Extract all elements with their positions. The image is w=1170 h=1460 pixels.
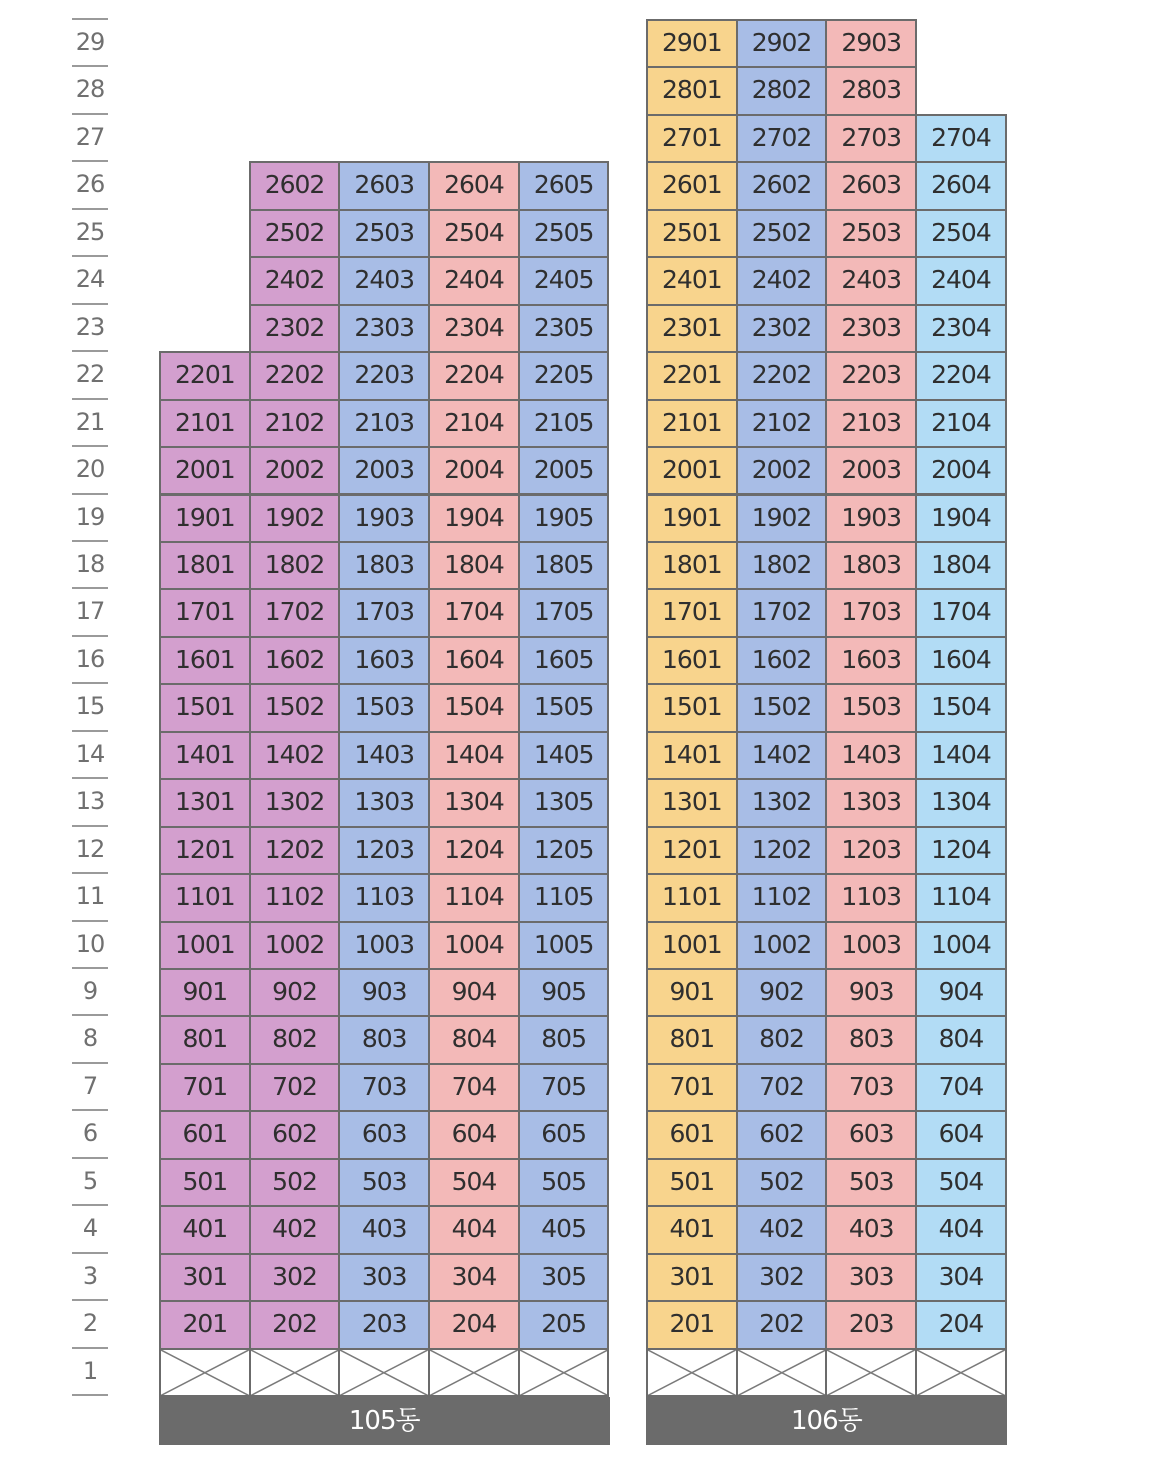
unit-cell: 1904 — [915, 494, 1007, 543]
unit-cell: 1001 — [646, 921, 738, 970]
unit-cell: 904 — [915, 968, 1007, 1017]
pilotis-cell — [646, 1348, 738, 1397]
floor-label: 10 — [75, 929, 105, 958]
unit-cell: 504 — [915, 1158, 1007, 1207]
pilotis-cell — [825, 1348, 917, 1397]
floor-label: 17 — [75, 597, 105, 626]
unit-cell: 1702 — [249, 588, 341, 637]
unit-cell: 2105 — [518, 399, 610, 448]
unit-cell: 2504 — [915, 209, 1007, 258]
unit-cell: 2803 — [825, 66, 917, 115]
unit-cell: 1304 — [915, 778, 1007, 827]
unit-cell: 2801 — [646, 66, 738, 115]
unit-cell: 1904 — [428, 494, 520, 543]
unit-cell: 1803 — [825, 541, 917, 590]
unit-cell: 401 — [159, 1205, 251, 1254]
unit-cell: 1505 — [518, 683, 610, 732]
unit-cell: 1005 — [518, 921, 610, 970]
unit-cell: 405 — [518, 1205, 610, 1254]
unit-cell: 605 — [518, 1110, 610, 1159]
unit-cell: 2601 — [646, 161, 738, 210]
unit-cell: 202 — [249, 1300, 341, 1349]
unit-cell: 703 — [338, 1063, 430, 1112]
unit-cell: 1705 — [518, 588, 610, 637]
unit-cell: 304 — [915, 1253, 1007, 1302]
unit-cell: 2202 — [249, 351, 341, 400]
unit-cell: 1202 — [249, 826, 341, 875]
floor-label: 22 — [75, 360, 105, 389]
unit-cell: 2703 — [825, 114, 917, 163]
unit-cell: 1803 — [338, 541, 430, 590]
unit-cell: 2901 — [646, 19, 738, 68]
unit-cell: 504 — [428, 1158, 520, 1207]
unit-cell: 204 — [915, 1300, 1007, 1349]
unit-cell: 1604 — [915, 636, 1007, 685]
unit-cell: 2902 — [736, 19, 828, 68]
floor-label: 29 — [75, 28, 105, 56]
unit-cell: 2704 — [915, 114, 1007, 163]
unit-cell: 705 — [518, 1063, 610, 1112]
floor-label: 28 — [75, 75, 105, 104]
unit-cell: 2604 — [915, 161, 1007, 210]
unit-cell: 2305 — [518, 304, 610, 353]
unit-cell: 1801 — [646, 541, 738, 590]
unit-cell: 1101 — [646, 873, 738, 922]
unit-cell: 603 — [825, 1110, 917, 1159]
floor-label: 25 — [75, 217, 105, 246]
unit-cell: 1503 — [825, 683, 917, 732]
unit-cell: 2802 — [736, 66, 828, 115]
unit-cell: 1404 — [428, 731, 520, 780]
unit-cell: 902 — [249, 968, 341, 1017]
unit-cell: 1401 — [159, 731, 251, 780]
unit-cell: 603 — [338, 1110, 430, 1159]
floor-label: 18 — [75, 549, 105, 578]
unit-cell: 2404 — [915, 256, 1007, 305]
floor-label: 2 — [82, 1309, 98, 1338]
unit-cell: 1301 — [646, 778, 738, 827]
unit-cell: 2303 — [338, 304, 430, 353]
unit-cell: 1405 — [518, 731, 610, 780]
floor-label: 26 — [75, 170, 105, 199]
unit-cell: 2701 — [646, 114, 738, 163]
unit-cell: 302 — [249, 1253, 341, 1302]
unit-cell: 201 — [646, 1300, 738, 1349]
pilotis-cell — [159, 1348, 251, 1397]
unit-cell: 1902 — [249, 494, 341, 543]
unit-cell: 303 — [338, 1253, 430, 1302]
unit-cell: 903 — [338, 968, 430, 1017]
unit-cell: 1304 — [428, 778, 520, 827]
unit-cell: 2404 — [428, 256, 520, 305]
unit-cell: 1403 — [825, 731, 917, 780]
unit-cell: 604 — [915, 1110, 1007, 1159]
unit-cell: 1704 — [428, 588, 520, 637]
unit-cell: 1302 — [249, 778, 341, 827]
unit-cell: 1901 — [159, 494, 251, 543]
unit-cell: 2302 — [736, 304, 828, 353]
cross-mark-icon — [738, 1350, 826, 1395]
unit-cell: 1303 — [825, 778, 917, 827]
unit-cell: 901 — [159, 968, 251, 1017]
unit-cell: 404 — [428, 1205, 520, 1254]
unit-cell: 1402 — [736, 731, 828, 780]
unit-cell: 2304 — [428, 304, 520, 353]
unit-cell: 801 — [159, 1015, 251, 1064]
unit-cell: 1802 — [736, 541, 828, 590]
unit-cell: 1602 — [249, 636, 341, 685]
unit-cell: 2103 — [825, 399, 917, 448]
unit-cell: 404 — [915, 1205, 1007, 1254]
unit-cell: 501 — [646, 1158, 738, 1207]
floor-label: 15 — [75, 692, 105, 721]
unit-cell: 1302 — [736, 778, 828, 827]
floor-label: 21 — [75, 407, 105, 436]
unit-cell: 2201 — [159, 351, 251, 400]
unit-cell: 2003 — [338, 446, 430, 495]
unit-cell: 2304 — [915, 304, 1007, 353]
pilotis-cell — [736, 1348, 828, 1397]
unit-cell: 1103 — [338, 873, 430, 922]
floor-label: 8 — [82, 1024, 98, 1053]
unit-cell: 2302 — [249, 304, 341, 353]
unit-cell: 1104 — [915, 873, 1007, 922]
floor-label: 4 — [82, 1214, 98, 1243]
unit-cell: 1502 — [249, 683, 341, 732]
floor-label: 3 — [82, 1261, 98, 1290]
unit-cell: 1004 — [428, 921, 520, 970]
pilotis-cell — [915, 1348, 1007, 1397]
unit-cell: 505 — [518, 1158, 610, 1207]
building-name-label: 105동 — [159, 1397, 610, 1445]
unit-cell: 902 — [736, 968, 828, 1017]
unit-cell: 2303 — [825, 304, 917, 353]
unit-cell: 2005 — [518, 446, 610, 495]
unit-cell: 2204 — [915, 351, 1007, 400]
unit-cell: 703 — [825, 1063, 917, 1112]
unit-cell: 2502 — [736, 209, 828, 258]
floor-label: 14 — [75, 739, 105, 768]
cross-mark-icon — [917, 1350, 1005, 1395]
unit-cell: 1201 — [159, 826, 251, 875]
unit-cell: 2205 — [518, 351, 610, 400]
unit-cell: 1102 — [249, 873, 341, 922]
unit-cell: 1805 — [518, 541, 610, 590]
unit-cell: 602 — [736, 1110, 828, 1159]
unit-cell: 1604 — [428, 636, 520, 685]
unit-cell: 2104 — [428, 399, 520, 448]
unit-cell: 1704 — [915, 588, 1007, 637]
cross-mark-icon — [340, 1350, 428, 1395]
unit-cell: 1504 — [915, 683, 1007, 732]
unit-cell: 1203 — [338, 826, 430, 875]
unit-cell: 1002 — [736, 921, 828, 970]
unit-cell: 1601 — [646, 636, 738, 685]
unit-cell: 2001 — [159, 446, 251, 495]
unit-cell: 2503 — [825, 209, 917, 258]
unit-cell: 1202 — [736, 826, 828, 875]
unit-cell: 502 — [249, 1158, 341, 1207]
floor-label: 5 — [82, 1166, 98, 1195]
unit-cell: 2004 — [915, 446, 1007, 495]
unit-cell: 601 — [159, 1110, 251, 1159]
unit-cell: 1205 — [518, 826, 610, 875]
unit-cell: 804 — [915, 1015, 1007, 1064]
floor-label: 12 — [75, 834, 105, 863]
unit-cell: 1402 — [249, 731, 341, 780]
unit-cell: 303 — [825, 1253, 917, 1302]
unit-cell: 1501 — [646, 683, 738, 732]
unit-cell: 302 — [736, 1253, 828, 1302]
unit-cell: 503 — [825, 1158, 917, 1207]
unit-cell: 2504 — [428, 209, 520, 258]
unit-cell: 801 — [646, 1015, 738, 1064]
floor-label: 9 — [82, 977, 98, 1005]
unit-cell: 1703 — [825, 588, 917, 637]
unit-cell: 1305 — [518, 778, 610, 827]
unit-cell: 1804 — [915, 541, 1007, 590]
unit-cell: 502 — [736, 1158, 828, 1207]
unit-cell: 2505 — [518, 209, 610, 258]
building-name-label: 106동 — [646, 1397, 1007, 1445]
unit-cell: 503 — [338, 1158, 430, 1207]
unit-cell: 1603 — [825, 636, 917, 685]
cross-mark-icon — [430, 1350, 518, 1395]
unit-cell: 1903 — [825, 494, 917, 543]
unit-cell: 2402 — [249, 256, 341, 305]
unit-cell: 702 — [249, 1063, 341, 1112]
unit-cell: 1301 — [159, 778, 251, 827]
unit-cell: 2301 — [646, 304, 738, 353]
unit-cell: 903 — [825, 968, 917, 1017]
unit-cell: 1201 — [646, 826, 738, 875]
unit-cell: 701 — [159, 1063, 251, 1112]
unit-cell: 2401 — [646, 256, 738, 305]
unit-cell: 204 — [428, 1300, 520, 1349]
unit-cell: 2203 — [338, 351, 430, 400]
floor-label: 24 — [75, 265, 105, 294]
unit-cell: 1903 — [338, 494, 430, 543]
unit-cell: 904 — [428, 968, 520, 1017]
unit-cell: 1003 — [338, 921, 430, 970]
unit-cell: 1102 — [736, 873, 828, 922]
unit-cell: 1103 — [825, 873, 917, 922]
unit-cell: 2104 — [915, 399, 1007, 448]
floor-label: 13 — [75, 787, 105, 816]
unit-cell: 702 — [736, 1063, 828, 1112]
unit-cell: 2403 — [825, 256, 917, 305]
unit-cell: 704 — [915, 1063, 1007, 1112]
unit-cell: 1703 — [338, 588, 430, 637]
unit-cell: 205 — [518, 1300, 610, 1349]
unit-cell: 1905 — [518, 494, 610, 543]
unit-cell: 905 — [518, 968, 610, 1017]
unit-cell: 2702 — [736, 114, 828, 163]
floor-label: 6 — [82, 1119, 98, 1148]
unit-cell: 701 — [646, 1063, 738, 1112]
pilotis-cell — [249, 1348, 341, 1397]
unit-cell: 1003 — [825, 921, 917, 970]
unit-cell: 1002 — [249, 921, 341, 970]
unit-cell: 2405 — [518, 256, 610, 305]
cross-mark-icon — [827, 1350, 915, 1395]
unit-cell: 402 — [249, 1205, 341, 1254]
unit-cell: 1605 — [518, 636, 610, 685]
unit-cell: 203 — [825, 1300, 917, 1349]
unit-cell: 805 — [518, 1015, 610, 1064]
unit-cell: 1701 — [646, 588, 738, 637]
floor-tick — [72, 1394, 108, 1396]
unit-cell: 1502 — [736, 683, 828, 732]
pilotis-cell — [338, 1348, 430, 1397]
unit-cell: 1702 — [736, 588, 828, 637]
unit-cell: 2002 — [736, 446, 828, 495]
unit-cell: 802 — [249, 1015, 341, 1064]
unit-cell: 2903 — [825, 19, 917, 68]
unit-cell: 501 — [159, 1158, 251, 1207]
cross-mark-icon — [520, 1350, 608, 1395]
floor-label: 19 — [75, 502, 105, 531]
unit-cell: 2605 — [518, 161, 610, 210]
unit-cell: 704 — [428, 1063, 520, 1112]
unit-cell: 1701 — [159, 588, 251, 637]
unit-cell: 602 — [249, 1110, 341, 1159]
unit-cell: 2102 — [736, 399, 828, 448]
unit-cell: 2603 — [825, 161, 917, 210]
cross-mark-icon — [648, 1350, 736, 1395]
unit-cell: 1401 — [646, 731, 738, 780]
unit-cell: 2402 — [736, 256, 828, 305]
unit-cell: 203 — [338, 1300, 430, 1349]
floor-label: 1 — [82, 1356, 98, 1385]
unit-cell: 1101 — [159, 873, 251, 922]
unit-cell: 2603 — [338, 161, 430, 210]
unit-cell: 1801 — [159, 541, 251, 590]
unit-cell: 1204 — [915, 826, 1007, 875]
unit-cell: 301 — [646, 1253, 738, 1302]
unit-cell: 1902 — [736, 494, 828, 543]
unit-cell: 1104 — [428, 873, 520, 922]
unit-cell: 1303 — [338, 778, 430, 827]
unit-cell: 401 — [646, 1205, 738, 1254]
unit-cell: 803 — [338, 1015, 430, 1064]
unit-cell: 304 — [428, 1253, 520, 1302]
unit-cell: 1105 — [518, 873, 610, 922]
floor-label: 11 — [75, 882, 105, 911]
unit-cell: 1001 — [159, 921, 251, 970]
unit-cell: 601 — [646, 1110, 738, 1159]
unit-cell: 2202 — [736, 351, 828, 400]
pilotis-cell — [428, 1348, 520, 1397]
unit-cell: 1404 — [915, 731, 1007, 780]
floor-tick — [72, 18, 108, 20]
floor-label: 20 — [75, 455, 105, 484]
cross-mark-icon — [161, 1350, 249, 1395]
unit-cell: 1004 — [915, 921, 1007, 970]
unit-cell: 2102 — [249, 399, 341, 448]
unit-cell: 1603 — [338, 636, 430, 685]
floor-label: 16 — [75, 644, 105, 673]
unit-cell: 402 — [736, 1205, 828, 1254]
unit-cell: 802 — [736, 1015, 828, 1064]
unit-cell: 2602 — [736, 161, 828, 210]
unit-cell: 201 — [159, 1300, 251, 1349]
unit-cell: 403 — [825, 1205, 917, 1254]
unit-cell: 2101 — [159, 399, 251, 448]
unit-cell: 2403 — [338, 256, 430, 305]
unit-cell: 1504 — [428, 683, 520, 732]
unit-cell: 1403 — [338, 731, 430, 780]
floor-label: 23 — [75, 312, 105, 341]
unit-cell: 2003 — [825, 446, 917, 495]
unit-cell: 604 — [428, 1110, 520, 1159]
unit-cell: 804 — [428, 1015, 520, 1064]
unit-cell: 202 — [736, 1300, 828, 1349]
unit-cell: 1802 — [249, 541, 341, 590]
unit-cell: 301 — [159, 1253, 251, 1302]
unit-cell: 1503 — [338, 683, 430, 732]
unit-cell: 2204 — [428, 351, 520, 400]
unit-cell: 901 — [646, 968, 738, 1017]
unit-cell: 803 — [825, 1015, 917, 1064]
unit-cell: 2203 — [825, 351, 917, 400]
unit-cell: 2602 — [249, 161, 341, 210]
floor-label: 7 — [82, 1071, 98, 1100]
cross-mark-icon — [251, 1350, 339, 1395]
unit-cell: 2503 — [338, 209, 430, 258]
unit-cell: 2103 — [338, 399, 430, 448]
unit-cell: 1602 — [736, 636, 828, 685]
unit-cell: 1204 — [428, 826, 520, 875]
floor-label: 27 — [75, 122, 105, 151]
unit-cell: 2001 — [646, 446, 738, 495]
unit-cell: 2201 — [646, 351, 738, 400]
unit-cell: 2604 — [428, 161, 520, 210]
unit-cell: 1804 — [428, 541, 520, 590]
unit-cell: 2002 — [249, 446, 341, 495]
unit-cell: 2502 — [249, 209, 341, 258]
pilotis-cell — [518, 1348, 610, 1397]
unit-cell: 1501 — [159, 683, 251, 732]
unit-cell: 2101 — [646, 399, 738, 448]
unit-cell: 2004 — [428, 446, 520, 495]
unit-cell: 305 — [518, 1253, 610, 1302]
unit-cell: 1203 — [825, 826, 917, 875]
unit-cell: 2501 — [646, 209, 738, 258]
unit-cell: 403 — [338, 1205, 430, 1254]
unit-cell: 1901 — [646, 494, 738, 543]
unit-cell: 1601 — [159, 636, 251, 685]
